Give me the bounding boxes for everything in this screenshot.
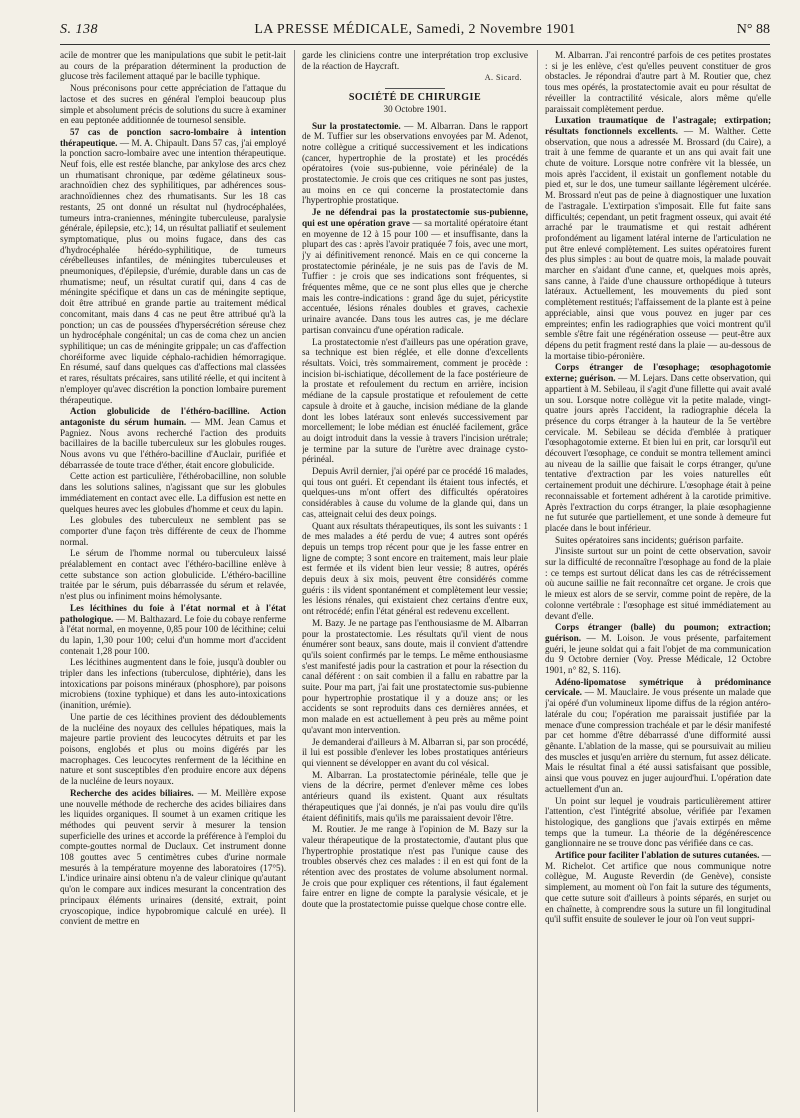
paragraph: Recherche des acides biliaires. — M. Meillère expose une nouvelle méthode de recherche des acides biliaires dans les liquides organiques. Il soumet à un examen critique les méthodes qui peuvent servir à mesurer la tension superficielle des urines et accorde la préférence à l'emploi du compte-gouttes normal de Duclaux. Cet instrument donne 108 gouttes avec 5 centimètres cubes d'urine normale mesurés à la température moyenne des laboratoires (17°5). L'indice urinaire ainsi obtenu n'a de valeur clinique qu'autant qu'on le compare aux indices mesurant la concentration des principaux éléments urinaires (densité, extrait, point cryoscopique, indice hypobromique calculé en urée). Il convient de mettre en <box>60 787 286 927</box>
paragraph: Luxation traumatique de l'astragale; extirpation; résultats fonctionnels excellents. — M. Walther. Cette observation, que nous a adressée M. Brossard (du Caire), a trait à une femme de quarante et un ans qui avait fait une chute de voiture. Lorsque notre confrère vit la blessée, un mois après l'accident, il existait un gonflement notable du pied et, sur le dos, une tumeur saillante légèrement ulcérée. M. Brossard n'eut pas de peine à diagnostiquer une luxation de l'astragale. L'extirpation s'imposait. Elle fut faite sans difficultés; cependant, un petit fragment osseux, qui avait été arraché par le traumatisme et qui restait adhérent profondément au ligament latéral interne de l'articulation ne put être enlevé complètement. Les suites opératoires furent des plus simples : au bout de quatre mois, la malade pouvait marcher en s'aidant d'une canne, et, quelques mois après, sans canne, à l'aide d'une chaussure orthopédique à tuteurs latéraux. Actuellement, les mouvements du pied sont complètement restitués; l'affaissement de la plante est à peine appréciable, ainsi que vous pouvez en juger par ces empreintes; enfin les radiographies que voici montrent qu'il semble s'être fait une régénération osseuse — peut-être aux dépens du petit fragment resté dans la plaie — au-dessous de la mortaise tibio-péronière. <box>545 115 771 361</box>
paragraph: Je demanderai d'ailleurs à M. Albarran si, par son procédé, il lui est possible d'enlever les lobes prostatiques antérieurs qui viennent se développer en avant du col vésical. <box>302 736 528 768</box>
paragraph: Le sérum de l'homme normal ou tuberculeux laissé préalablement en contact avec l'éthéro-bacilline enlève à cette substance son action globulicide. L'éthéro-bacilline traitée par le sérum, puis débarrassée du sérum et relavée, n'est plus ou infiniment moins hémolysante. <box>60 548 286 602</box>
header-rule <box>60 44 770 45</box>
society-heading: SOCIÉTÉ DE CHIRURGIE <box>348 92 482 104</box>
column-3 <box>545 50 771 1112</box>
paragraph: Adéno-lipomatose symétrique à prédominance cervicale. — M. Mauclaire. Je vous présente un malade que j'ai opéré d'un volumineux lipome diffus de la région antéro-latérale du cou; l'opération me paraissait justifiée par la menace d'une compression trachéale et par le désir manifesté par cet homme d'être débarrassé d'une difformité aussi gênante. L'ablation de la masse, qui se poursuivait au milieu des muscles et jusqu'en arrière du sternum, fut assez délicate. Mais le résultat final a été aussi satisfaisant que possible, ainsi que vous pouvez en juger aujourd'hui. L'opération date actuellement d'un an. <box>545 676 771 794</box>
paragraph: 57 cas de ponction sacro-lombaire à intention thérapeutique. — M. A. Chipault. Dans 57 cas, j'ai employé la ponction sacro-lombaire avec une intention thérapeutique. Neuf fois, elle est restée blanche, par ankylose des arcs chez un rhumatisant chronique, par œdème gélatineux sous-arachnoïdien chez des syphilitiques, par adhérences sous-arachnoïdiennes chez des rhumatisants. Sur les 18 cas restants, 25 ont donné un résultat nul (hydrocéphalées, tumeurs intra-craniennes, méningite tuberculeuse, paralysie générale, épilepsie, etc.); 14, un résultat palliatif et seulement symptomatique, plus ou moins fugace, dans des cas d'hydrocéphalée hérédo-syphilitique, de tumeurs cérébelleuses infantiles, de méningites tuberculeuses et pneumoniques, d'épilepsie, d'urémie, durable dans un cas de rhumatisme; neuf, un résultat curatif qui, dans 4 cas de méningite spécifique et dans un cas de méningite septique, doit être attribué en grande partie au traitement médical concomitant, mais dans 4 cas ne peut être attribué qu'à la ponction; un cas de poussées d'hypersécrétion séreuse chez un hydrocéphale congénital; un cas de coma chez un ancien syphilitique; un cas de méningite grippale; un cas d'affection choréiforme avec liquide céphalo-rachidien hémorragique. En résumé, sauf dans quelques cas d'affections mal classées et rares, résultats précaires, sans utilité réelle, et qui incitent à n'employer qu'avec discrétion la ponction lombaire purement thérapeutique. <box>60 126 286 405</box>
paragraph: Les lécithines du foie à l'état normal et à l'état pathologique. — M. Balthazard. Le foie du cobaye renferme à l'état normal, en moyenne, 0,85 pour 100 de lécithine; celui du lapin, 1,30 pour 100; celui d'un homme mort d'accident contenait 1,28 pour 100. <box>60 602 286 656</box>
paragraph: Les globules des tuberculeux ne semblent pas se comporter d'une façon très différente de ceux de l'homme normal. <box>60 515 286 547</box>
page-header <box>60 22 770 46</box>
paragraph: La prostatectomie n'est d'ailleurs pas une opération grave, sa technique est bien réglée, et elle donne d'excellents résultats. Voici, très sommairement, comment je procède : incision bi-ischiatique, décollement de la face postérieure de la prostate et refoulement du rectum en arrière, incision médiane de la capsule prostatique et refoulement de cette capsule à droite et à gauche, incision médiane de la glande dont les lobes latéraux sont enlevés successivement par morcellement; le lobe médian est énucléé facilement, grâce au doigt introduit dans la vessie à travers l'incision urétrale; je termine par la suture de l'urètre avec drainage cysto-périnéal. <box>302 336 528 465</box>
paragraph: Corps étranger de l'œsophage; œsophagotomie externe; guérison. — M. Lejars. Dans cette observation, qui appartient à M. Sebileau, il s'agit d'une fillette qui avait avalé un sou. Lorsque notre collègue vit la petite malade, vingt-quatre jours après l'accident, la radiographie décela la présence du corps étranger à la hauteur de la 5e vertèbre cervicale. M. Sebileau se décida d'emblée à pratiquer l'œsophagotomie externe. Et bien lui en prit, car lorsqu'il eut découvert l'œsophage, ce conduit se montra tellement aminci au niveau de la saillie que faisait le corps étranger, qu'une tentative d'extraction par les voies naturelles eût certainement produit une déchirure. L'œsophage était à peine reconnaissable et fortement adhérent à la carotide primitive. Après l'extraction du corps étranger, la plaie œsophagienne ne fut suturée que partiellement, et une sonde à demeure fut placée dans le bout inférieur. <box>545 362 771 533</box>
paragraph: Cette action est particulière, l'éthérobacilline, non soluble dans les solutions salines, n'agissant que sur les globules immédiatement en contact avec elle. La diffusion est nette en quelques heures avec les globules d'homme et ceux du lapin. <box>60 471 286 514</box>
paragraph: M. Albarran. J'ai rencontré parfois de ces petites prostates : si je les enlève, c'est qu'elles peuvent constituer de gros obstacles. Je répondrai d'autre part à M. Routier que, chez tous mes opérés, la prostatectomie avait eu pour résultat de réveiller la contractilité vésicale, alors même qu'elle paraissait complètement perdue. <box>545 50 771 114</box>
column-divider <box>537 50 538 1112</box>
paragraph: Sur la prostatectomie. — M. Albarran. Dans le rapport de M. Tuffier sur les observations envoyées par M. Adenot, notre collègue a critiqué successivement et les indications (cancer, hypertrophie de la prostate) et les procédés opératoires (voie sus-pubienne, voie périnéale) de la prostatectomie. Je crois que ces critiques ne sont pas justes, au moins en ce qui concerne la prostatectomie dans l'hypertrophie prostatique. <box>302 120 528 206</box>
paragraph: garde les cliniciens contre une interprétation trop exclusive de la réaction de Haycraft. <box>302 50 528 71</box>
signature: A. Sicard. <box>484 73 522 83</box>
paragraph: M. Albarran. La prostatectomie périnéale, telle que je viens de la décrire, permet d'enlever même ces lobes antérieurs quand ils existent. Quant aux résultats thérapeutiques que j'ai donnés, je n'ai pas voulu dire qu'ils étaient définitifs, mais qu'ils me paraissaient devoir l'être. <box>302 769 528 823</box>
column-divider <box>294 50 295 1112</box>
paragraph: acile de montrer que les manipulations que subit le petit-lait au cours de la préparation déterminent la production de glucose très facilement attaqué par le bacille typhique. <box>60 50 286 82</box>
paragraph: M. Routier. Je me range à l'opinion de M. Bazy sur la valeur thérapeutique de la prostatectomie, d'autant plus que l'hypertrophie prostatique n'est pas l'unique cause des troubles observés chez ces malades : il en est qui font de la rétention avec des prostates de volume absolument normal. Je crois que pour expliquer ces rétentions, il faut également faire entrer en ligne de compte la paralysie vésicale, et je doute que la prostatectomie puisse quelque chose contre elle. <box>302 824 528 910</box>
paragraph: Action globulicide de l'éthéro-bacilline. Action antagoniste du sérum humain. — MM. Jean Camus et Pagniez. Nous avons recherché l'action des produits bacillaires de la bacille tuberculeux sur les globules rouges. Nous avons vu que l'éthéro-bacilline d'Auclair, purifiée et débarrassée de toute trace d'éther, était encore globulicide. <box>60 406 286 470</box>
paragraph: Artifice pour faciliter l'ablation de sutures cutanées. — M. Richelot. Cet artifice que nous communique notre collègue, M. Auguste Reverdin (de Genève), consiste simplement, au moment où l'on fait la suture des téguments, que cette suture soit d'ailleurs à points séparés, en surjet ou en chaînette, à comprendre sous la suture un fil longitudinal qu'il suffit ensuite de soulever le jour où l'on veut suppri- <box>545 850 771 925</box>
column-1 <box>60 50 286 1112</box>
paragraph: Suites opératoires sans incidents; guérison parfaite. <box>555 534 744 545</box>
journal-title: LA PRESSE MÉDICALE, Samedi, 2 Novembre 1901 <box>254 22 576 37</box>
session-date: 30 Octobre 1901. <box>383 103 447 114</box>
paragraph: J'insiste surtout sur un point de cette observation, savoir sur la difficulté de reconnaître l'œsophage au fond de la plaie : ce temps est surtout délicat dans les cas de rétrécissement où aucune saillie ne fait reconnaître cet organe. Je crois que le mieux est alors de se servir, comme point de repère, de la colonne vertébrale : l'œsophage est situé immédiatement au devant d'elle. <box>545 546 771 621</box>
paragraph: Une partie de ces lécithines provient des dédoublements de la nucléine des noyaux des cellules hépatiques, mais la majeure partie provient des leucocytes détruits et par les poisons, englobés et plus ou moins digérés par les macrophages. Ces leucocytes renferment de la lécithine en nature et sont susceptibles d'en produire encore aux dépens de la nucléine de leurs noyaux. <box>60 711 286 787</box>
paragraph: Je ne défendrai pas la prostatectomie sus-pubienne, qui est une opération grave — sa mortalité opératoire étant en moyenne de 12 à 15 pour 100 — et insuffisante, dans la plupart des cas : après l'avoir pratiquée 7 fois, avec une mort, j'y ai définitivement renoncé. Mais en ce qui concerne la prostatectomie périnéale, je ne suis pas de l'avis de M. Tuffier : je crois que ses indications sont fréquentes, si fréquentes même, que ce ne sont plus elles que je cherche mais les contre-indications : grand âge du sujet, péricystite accentuée, lésions rénales doubles et graves, cachexie urinaire avancée. Dans tous les autres cas, je me déclare partisan convaincu d'une opération radicale. <box>302 207 528 335</box>
paragraph: Depuis Avril dernier, j'ai opéré par ce procédé 16 malades, qui tous ont guéri. Et cependant ils étaient tous infectés, et quelques-uns m'ont offert des difficultés opératoires considérables à cause du volume de la glande qui, dans un cas, atteignait celui des deux poings. <box>302 466 528 519</box>
section-rule <box>385 88 445 89</box>
issue-number: N° 88 <box>736 22 770 37</box>
page-number: S. 138 <box>60 22 98 37</box>
paragraph: M. Bazy. Je ne partage pas l'enthousiasme de M. Albarran pour la prostatectomie. Les résultats qu'il vient de nous énumérer sont beaux, sans doute, mais il convient d'attendre qu'ils soient confirmés par le temps. Le même enthousiasme s'est manifesté jadis pour la castration et pour la résection du canal déférent : on sait combien il a fallu en rabattre par la suite. Pour ma part, j'ai fait une prostatectomie sus-pubienne pour hypertrophie prostatique il y a douze ans; or les accidents se sont reproduits dans ces dernières années, et mon malade en est actuellement à peu près au même point qu'avant mon intervention. <box>302 617 528 735</box>
paragraph: Les lécithines augmentent dans le foie, jusqu'à doubler ou tripler dans les infections (tuberculose, diphtérie), dans les intoxications par poisons minéraux (phosphore), par poisons microbiens (toxine typhique) et dans les auto-intoxications (inanition, urémie). <box>60 657 286 711</box>
paragraph: Nous préconisons pour cette appréciation de l'attaque du lactose et des sucres en général l'emploi beaucoup plus simple et absolument précis de solutions du sucre à examiner en eau peptonée additionnée de tournesol sensible. <box>60 83 286 126</box>
column-2 <box>302 50 528 1112</box>
paragraph: Quant aux résultats thérapeutiques, ils sont les suivants : 1 de mes malades a été perdu de vue; 4 autres sont opérés depuis un temps trop récent pour que je les fasse entrer en ligne de compte; 3 sont encore en traitement, mais leur plaie est fermée et ils vident bien leur vessie; 8 autres, opérés depuis deux à six mois, peuvent être considérés comme guéris : ils vident spontanément et complètement leur vessie; les lésions rénales, qui existaient chez certains d'entre eux, ont rétrocédé; enfin l'état général est redevenu excellent. <box>302 520 528 617</box>
paragraph: Corps étranger (balle) du poumon; extraction; guérison. — M. Loison. Je vous présente, parfaitement guéri, le jeune soldat qui a fait l'objet de ma communication du 9 Octobre dernier (Voy. Presse Médicale, 12 Octobre 1901, n° 82, S. 116). <box>545 622 771 676</box>
paragraph: Un point sur lequel je voudrais particulièrement attirer l'attention, c'est l'intégrité absolue, vérifiée par l'examen histologique, des ganglions que j'avais extirpés en même temps que la tumeur. La théorie de la dégénérescence ganglionnaire ne se trouve donc pas vérifiée dans ce cas. <box>545 795 771 849</box>
